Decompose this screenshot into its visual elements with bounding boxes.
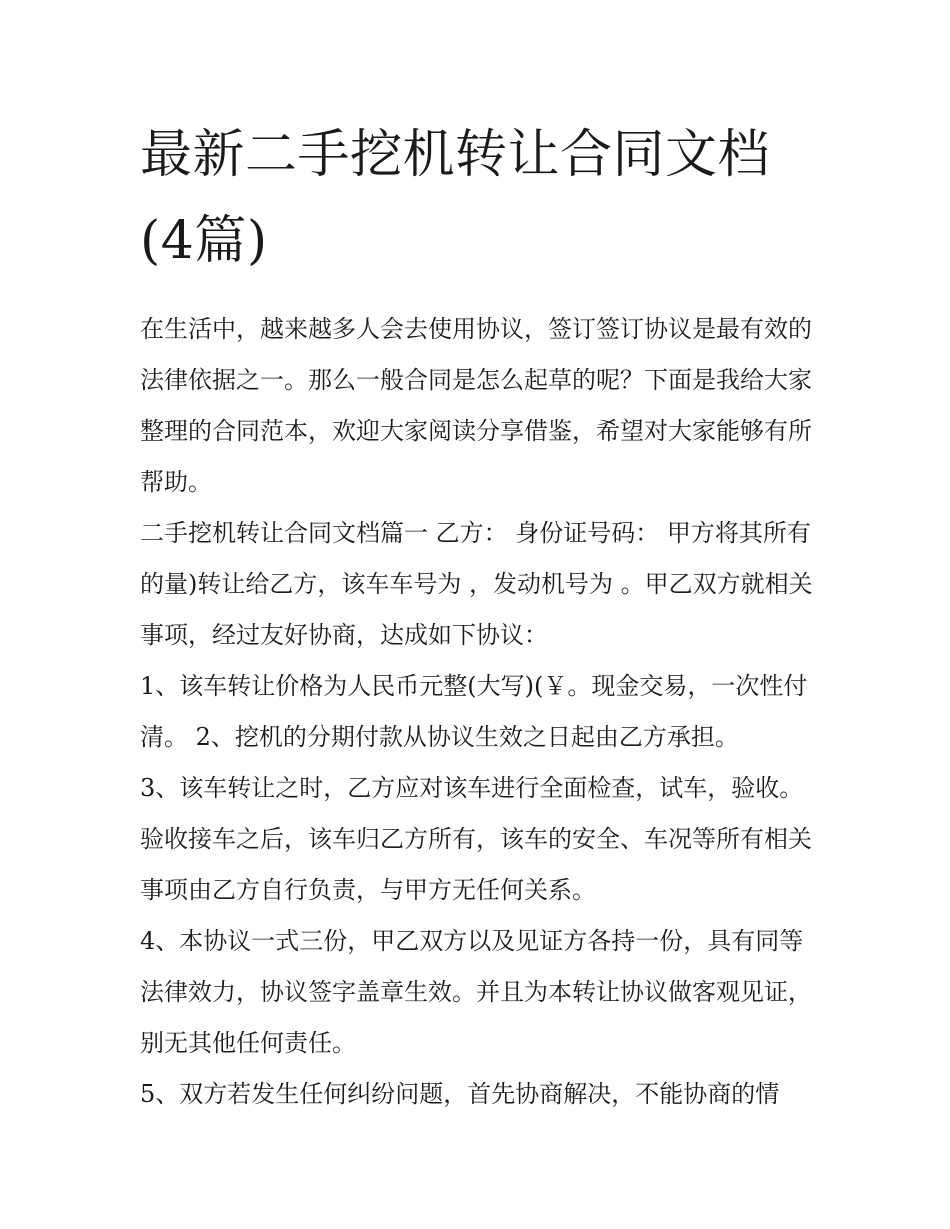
paragraph-contract-parties: 二手挖机转让合同文档篇一 乙方： 身份证号码： 甲方将其所有的量)转让给乙方，该车车号为 ，发动机号为 。甲乙双方就相关事项，经过友好协商，达成如下协议： bbox=[140, 519, 813, 649]
paragraph-clause-5: 5、双方若发生任何纠纷问题，首先协商解决，不能协商的情 bbox=[140, 1080, 780, 1108]
paragraph-clause-1-2: 1、该车转让价格为人民币元整(大写)(￥。现金交易，一次性付清。 2、挖机的分期付款从协议生效之日起由乙方承担。 bbox=[140, 672, 808, 751]
document-page bbox=[140, 112, 815, 1120]
document-title: 最新二手挖机转让合同文档(4篇) bbox=[140, 125, 771, 271]
paragraph-clause-3: 3、该车转让之时，乙方应对该车进行全面检查，试车，验收。验收接车之后，该车归乙方所有，该车的安全、车况等所有相关事项由乙方自行负责，与甲方无任何关系。 bbox=[140, 774, 812, 904]
paragraph-intro: 在生活中，越来越多人会去使用协议，签订签订协议是最有效的法律依据之一。那么一般合同是怎么起草的呢？下面是我给大家整理的合同范本，欢迎大家阅读分享借鉴，希望对大家能够有所帮助。 bbox=[140, 315, 812, 496]
paragraph-clause-4: 4、本协议一式三份，甲乙双方以及见证方各持一份，具有同等法律效力，协议签字盖章生效。并且为本转让协议做客观见证，别无其他任何责任。 bbox=[140, 927, 812, 1057]
